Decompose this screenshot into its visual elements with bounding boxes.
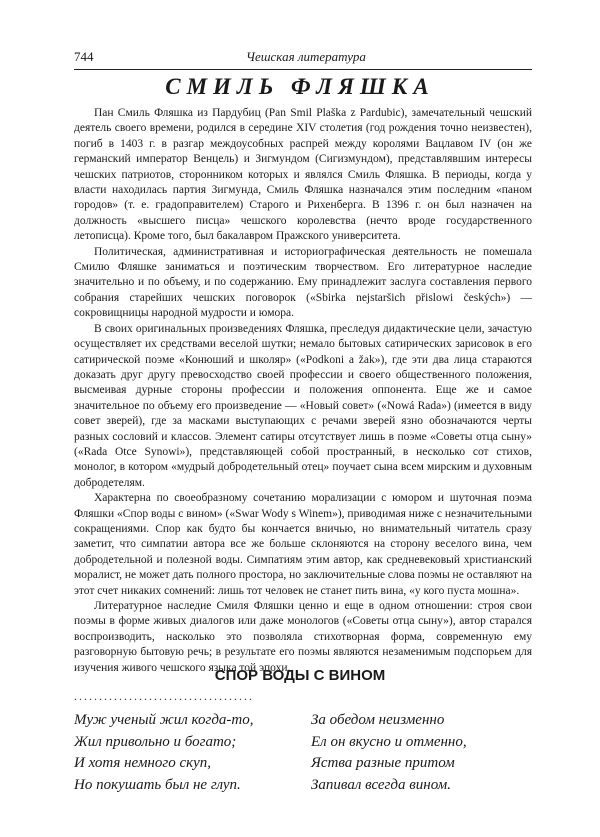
- verse-line: Яства разные притом: [311, 755, 455, 771]
- verse-line: Жил привольно и богато;: [74, 733, 237, 750]
- verse-line: За обедом неизменно: [311, 712, 445, 728]
- verse-line: Муж ученый жил когда-то,: [74, 712, 254, 728]
- running-head-section: Чешская литература: [246, 49, 366, 64]
- article-body: [74, 106, 532, 676]
- paragraph: В своих оригинальных произведениях Фляшка, преследуя дидактические цели, зачастую осуществляет их средствами веселой шутки; немало бытовых сатирических зарисовок в его сатирической поэме «Конюший и школяр» («Podkoni a žak»), где эти два лица стараются доказать друг другу превосходство своей профессии и своего общественного положения, высмеивая дурные стороны профессии и положения оппонента. Еще же и самое значительное по объему его произведение — «Новый совет» («Nowá Rada») (имеется в виду совет зверей), где за масками выступающих с речами зверей язно обозначаются черты разных сословий и классов. Элемент сатиры отсутствует лишь в поэме «Советы отца сыну» («Rada Otce Synowi»), представляющей собой пространный, в несколько сот стихов, монолог, в котором «мудрый добродетельный отец» поучает сына всем мирским и духовным добродетелям.: [74, 322, 532, 489]
- chapter-title: СМИЛЬ ФЛЯШКА: [165, 74, 435, 99]
- paragraph: Политическая, административная и историографическая деятельность не помешала Смилю Фляшке заниматься и поэтическим творчеством. Его литературное наследие значительно и по объему, и по содержанию. Ему принадлежит заслуга составления первого собрания старейших чешских поговорок («Sbirka nejstaršich přislowi českých») — сокровищницы народной мудрости и юмора.: [74, 245, 532, 320]
- paragraph: Характерна по своеобразному сочетанию морализации с юмором и шуточная поэма Фляшки «Спор воды с вином» («Swar Wody s Winem»), приводимая ниже с незначительными сокращениями. Спор как будто бы кончается вничью, но внимательный читатель сразу заметит, что симпатии автора все же больше склоняются на сторону веселого вина, чем добродетельной и полезной воды. Симпатиям этим автор, как средневековый христианский моралист, не может дать полного простора, но заключительные слова поэмы не оставляют на этот счет никаких сомнений: лишь тот человек не станет пить вина, «у кого пуста мошна».: [74, 492, 532, 597]
- verse-line: Но покушать был не глуп.: [74, 776, 241, 793]
- omission-dots: ....................................: [74, 689, 254, 703]
- poem-left-stanza: [74, 710, 294, 796]
- verse-line: Запивал всегда вином.: [311, 776, 451, 793]
- verse-line: Ел он вкусно и отменно,: [311, 733, 467, 750]
- page-number: 744: [74, 49, 94, 64]
- running-head: [74, 49, 528, 67]
- paragraph: Литературное наследие Смиля Фляшки ценно и еще в одном отношении: строя свои поэмы в форме живых диалогов или даже монологов («Советы отца сыну»), автор старался воспроизводить, насколько это позволяла стихотворная форма, современную ему разговорную бытовую речь; в результате его поэмы являются незаменимым подспорьем для изучения живого чешского языка той эпохи.: [74, 600, 532, 674]
- poem-title: СПОР ВОДЫ С ВИНОМ: [214, 667, 386, 684]
- header-rule: [74, 69, 532, 70]
- verse-line: И хотя немного скуп,: [74, 755, 212, 771]
- paragraph: Пан Смиль Фляшка из Пардубиц (Pan Smil Plaška z Pardubic), замечательный чешский деятель своего времени, родился в середине XIV столетия (год рождения точно неизвестен), погиб в 1403 г. в разгар междоусобных распрей между королями Вацлавом IV (он же германский император Венцель) и Зигмундом (Сигизмундом), представлявшим интересы чешских патриотов, сторонником которых и являлся Смиль Фляшка. В периоды, когда у власти находилась партия Зигмунда, Смиль Фляшка назначался этим последним «паном городов» (т. е. градоправителем) Старого и Рихенберга. В 1396 г. он был назначен на должность «высшего писца» чешского королевства (нечто вроде государственного летописца). Кроме того, был бакалавром Пражского университета.: [74, 107, 532, 243]
- poem-right-stanza: [311, 710, 531, 796]
